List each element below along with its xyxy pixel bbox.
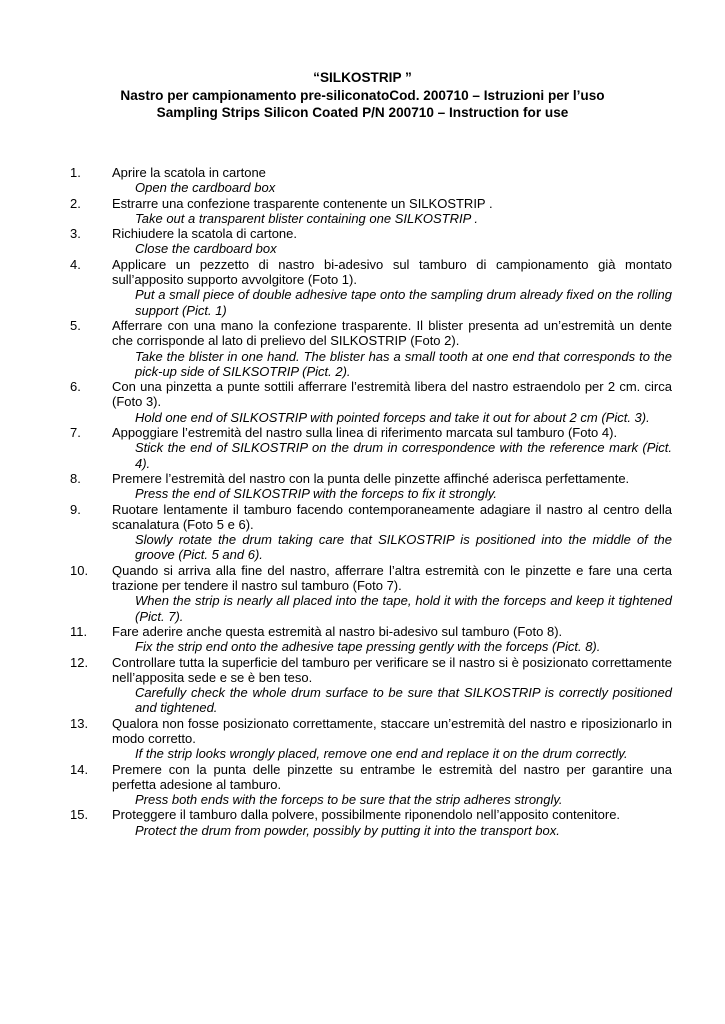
step-text-english: Open the cardboard box [135, 180, 276, 196]
instruction-step [0, 226, 725, 257]
step-text-english: Carefully check the whole drum surface to be sure that SILKOSTRIP is correctly positioned and tightened. [135, 685, 672, 716]
step-text-italian: Qualora non fosse posizionato correttamente, staccare un’estremità del nastro e riposizionarlo in modo corretto. [112, 715, 672, 746]
step-text-italian: Proteggere il tamburo dalla polvere, possibilmente riponendolo nell’apposito contenitore. [112, 807, 621, 823]
step-text-english: Hold one end of SILKOSTRIP with pointed forceps and take it out for about 2 cm (Pict. 3). [135, 409, 650, 425]
step-number: 10. [70, 562, 89, 578]
step-number: 14. [70, 761, 89, 777]
step-text-english: Take the blister in one hand. The blister has a small tooth at one end that corresponds to the pick-up side of SILKSOTRIP (Pict. 2). [135, 348, 672, 379]
step-number: 15. [70, 807, 89, 823]
step-text-italian: Estrarre una confezione trasparente contenente un SILKOSTRIP . [112, 195, 493, 211]
step-text-english: Press the end of SILKOSTRIP with the forceps to fix it strongly. [135, 486, 497, 502]
instruction-step [0, 318, 725, 379]
step-number: 7. [70, 425, 81, 441]
step-text-english: Take out a transparent blister containing one SILKOSTRIP . [135, 210, 479, 226]
step-number: 3. [70, 226, 81, 242]
step-text-english: Close the cardboard box [135, 241, 277, 257]
document-header [0, 69, 725, 122]
step-text-english: If the strip looks wrongly placed, remove one end and replace it on the drum correctly. [135, 746, 628, 762]
instruction-step [0, 471, 725, 502]
italian-title: Nastro per campionamento pre-siliconatoCod. 200710 – Istruzioni per l’uso [120, 87, 605, 103]
instruction-step [0, 257, 725, 318]
instruction-step [0, 379, 725, 425]
step-number: 4. [70, 256, 81, 272]
step-number: 1. [70, 165, 81, 180]
step-text-italian: Applicare un pezzetto di nastro bi-adesivo sul tamburo di campionamento già montato sull’apposito supporto avvolgitore (Foto 1). [112, 256, 672, 288]
step-number: 5. [70, 317, 81, 333]
step-number: 11. [70, 623, 88, 639]
step-number: 2. [70, 195, 81, 211]
step-text-english: Fix the strip end onto the adhesive tape pressing gently with the forceps (Pict. 8). [135, 639, 601, 655]
instruction-step [0, 502, 725, 563]
step-number: 8. [70, 470, 81, 486]
step-text-italian: Ruotare lentamente il tamburo facendo contemporaneamente adagiare il nastro al centro della scanalatura (Foto 5 e 6). [112, 501, 672, 532]
step-text-italian: Premere con la punta delle pinzette su entrambe le estremità del nastro per garantire una perfetta adesione al tamburo. [112, 761, 672, 792]
step-text-english: Press both ends with the forceps to be sure that the strip adheres strongly. [135, 792, 563, 808]
step-number: 12. [70, 654, 89, 670]
step-text-english: Stick the end of SILKOSTRIP on the drum in correspondence with the reference mark (Pict. 4). [135, 440, 672, 471]
step-number: 9. [70, 501, 81, 517]
instruction-step [0, 425, 725, 471]
step-text-english: When the strip is nearly all placed into the tape, hold it with the forceps and keep it tightened (Pict. 7). [135, 593, 672, 624]
english-title: Sampling Strips Silicon Coated P/N 200710 – Instruction for use [156, 105, 569, 120]
step-text-italian: Richiudere la scatola di cartone. [112, 226, 297, 242]
step-number: 6. [70, 379, 81, 395]
step-text-italian: Afferrare con una mano la confezione trasparente. Il blister presenta ad un’estremità un dente che corrisponde al lato di prelievo del SILKOSTRIP (Foto 2). [112, 317, 672, 349]
product-title: “SILKOSTRIP ” [313, 70, 412, 85]
step-text-italian: Quando si arriva alla fine del nastro, afferrare l’altra estremità con le pinzette e fare una certa trazione per tendere il nastro sul tamburo (Foto 7). [112, 562, 672, 594]
instruction-step [0, 563, 725, 624]
instruction-list [0, 165, 725, 838]
step-text-italian: Premere l’estremità del nastro con la punta delle pinzette affinché aderisca perfettamente. [112, 470, 630, 486]
step-text-italian: Aprire la scatola in cartone [112, 165, 266, 180]
instruction-step [0, 165, 725, 196]
instruction-step [0, 624, 725, 655]
instruction-step [0, 655, 725, 716]
step-number: 13. [70, 715, 89, 731]
step-text-italian: Controllare tutta la superficie del tamburo per verificare se il nastro si è posizionato correttamente nell’apposita sede e se è ben teso. [112, 654, 672, 685]
step-text-english: Protect the drum from powder, possibly by putting it into the transport box. [135, 822, 560, 838]
step-text-italian: Appoggiare l’estremità del nastro sulla linea di riferimento marcata sul tamburo (Foto 4). [112, 425, 618, 441]
step-text-italian: Fare aderire anche questa estremità al nastro bi-adesivo sul tamburo (Foto 8). [112, 623, 563, 639]
step-text-english: Slowly rotate the drum taking care that SILKOSTRIP is positioned into the middle of the groove (Pict. 5 and 6). [135, 532, 672, 563]
instruction-step [0, 762, 725, 808]
step-text-english: Put a small piece of double adhesive tape onto the sampling drum already fixed on the rolling support (Pict. 1) [135, 287, 672, 318]
step-text-italian: Con una pinzetta a punte sottili afferrare l’estremità libera del nastro estraendolo per 2 cm. circa (Foto 3). [112, 379, 672, 410]
instruction-step [0, 196, 725, 227]
instruction-step [0, 716, 725, 762]
instruction-step [0, 807, 725, 838]
